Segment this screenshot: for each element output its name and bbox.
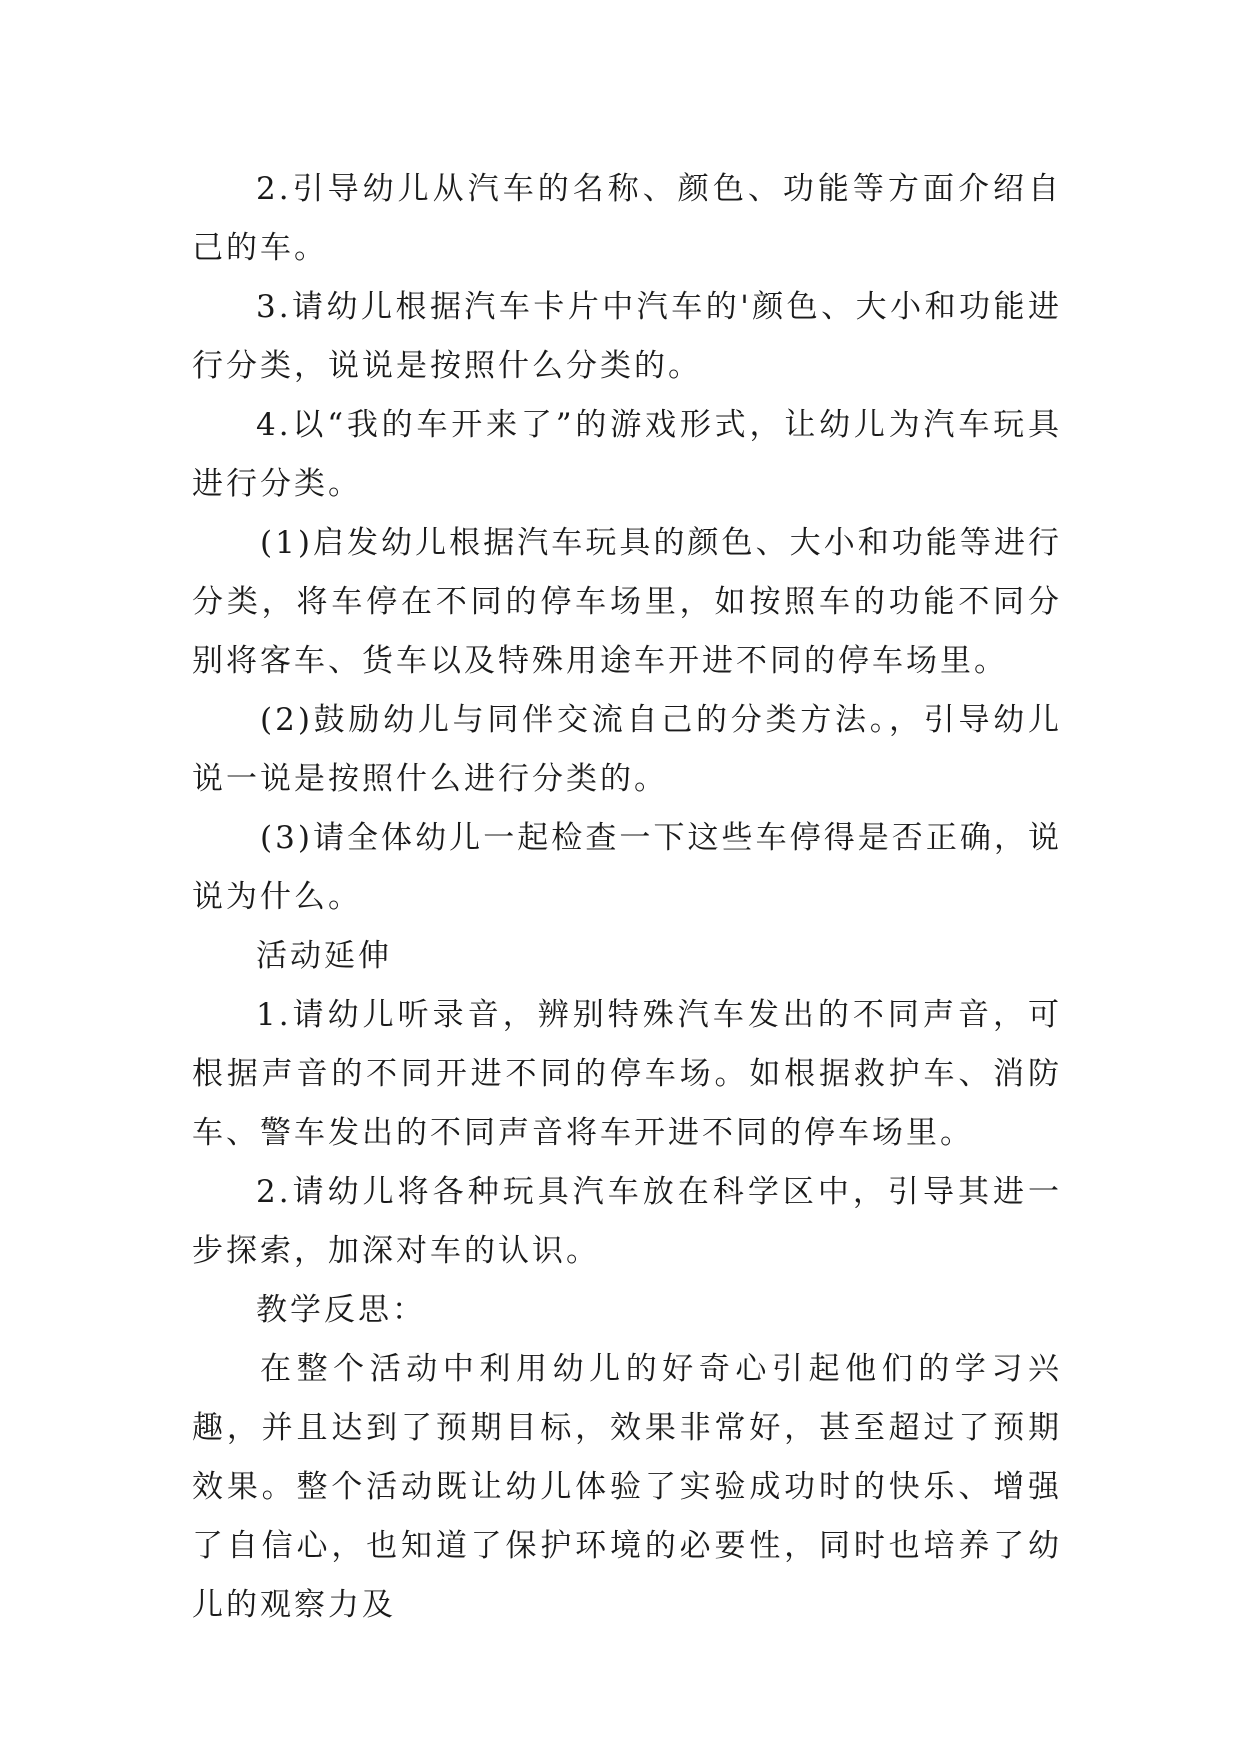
paragraph-item-4: 4.以“我的车开来了”的游戏形式，让幼儿为汽车玩具进行分类。 — [192, 407, 1062, 502]
extension-item-1: 1.请幼儿听录音，辨别特殊汽车发出的不同声音，可根据声音的不同开进不同的停车场。如根据救护车、消防车、警车发出的不同声音将车开进不同的停车场里。 — [192, 997, 1062, 1151]
paragraph-subitem-3: (3)请全体幼儿一起检查一下这些车停得是否正确，说说为什么。 — [192, 820, 1062, 915]
section-heading-extension: 活动延伸 — [256, 938, 392, 974]
extension-item-2: 2.请幼儿将各种玩具汽车放在科学区中，引导其进一步探索，加深对车的认识。 — [192, 1174, 1062, 1269]
paragraph-subitem-2: (2)鼓励幼儿与同伴交流自己的分类方法。，引导幼儿说一说是按照什么进行分类的。 — [192, 702, 1062, 797]
paragraph-item-3: 3.请幼儿根据汽车卡片中汽车的'颜色、大小和功能进行分类，说说是按照什么分类的。 — [192, 289, 1062, 384]
reflection-paragraph: 在整个活动中利用幼儿的好奇心引起他们的学习兴趣，并且达到了预期目标，效果非常好，甚至超过了预期效果。整个活动既让幼儿体验了实验成功时的快乐、增强了自信心，也知道了保护环境的必要性，同时也培养了幼儿的观察力及 — [192, 1351, 1062, 1623]
paragraph-item-2: 2.引导幼儿从汽车的名称、颜色、功能等方面介绍自己的车。 — [192, 171, 1062, 266]
section-heading-reflection: 教学反思： — [256, 1292, 426, 1328]
document-page — [192, 160, 1062, 1635]
paragraph-subitem-1: (1)启发幼儿根据汽车玩具的颜色、大小和功能等进行分类，将车停在不同的停车场里，如按照车的功能不同分别将客车、货车以及特殊用途车开进不同的停车场里。 — [192, 525, 1062, 679]
